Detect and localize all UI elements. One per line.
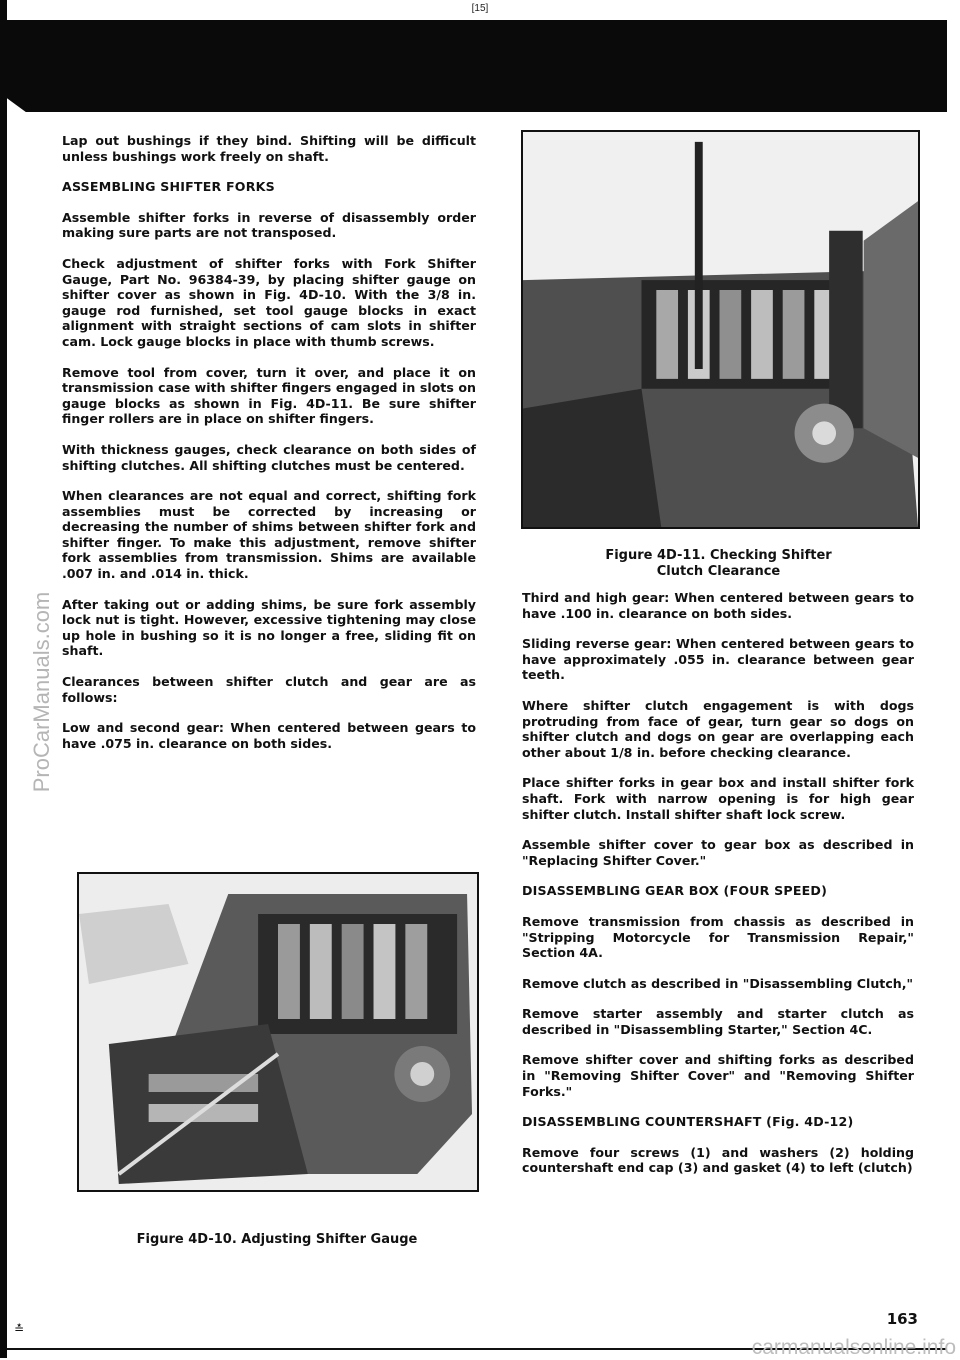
paragraph: Clearances between shifter clutch and gear are as follows: — [62, 674, 476, 705]
section-heading: DISASSEMBLING GEAR BOX (FOUR SPEED) — [522, 883, 828, 899]
caption-line: Clutch Clearance — [656, 564, 781, 579]
paragraph: Where shifter clutch engagement is with dogs protruding from face of gear, turn gear so dogs on shifter clutch and dogs on gear are overlapping each other about 1/8 in. before checking clearance. — [522, 697, 914, 760]
page-reference: [15] — [471, 3, 489, 14]
paragraph: Assemble shifter cover to gear box as described in "Replacing Shifter Cover." — [522, 837, 914, 868]
paragraph: With thickness gauges, check clearance on both sides of shifting clutches. All shifting clutches must be centered. — [62, 441, 476, 473]
paragraph: Sliding reverse gear: When centered between gears to have approximately .055 in. clearance between gear teeth. — [522, 636, 914, 683]
figure-4d-10-photo — [77, 872, 479, 1192]
paragraph: After taking out or adding shims, be sure fork assembly lock nut is tight. However, excessive tightening may close up hole in bushing so it is no longer a free, sliding fit on shaft. — [62, 596, 476, 659]
paragraph: Remove transmission from chassis as described in "Stripping Motorcycle for Transmission Repair," Section 4A. — [522, 913, 914, 961]
header-banner — [7, 20, 947, 112]
figure-4d-11-photo — [521, 130, 920, 529]
page-number: 163 — [886, 1310, 918, 1328]
scan-mark: ≛ — [14, 1322, 25, 1336]
paragraph: Place shifter forks in gear box and install shifter fork shaft. Fork with narrow opening is for high gear shifter clutch. Install shifter shaft lock screw. — [522, 775, 914, 822]
paragraph: Remove starter assembly and starter clutch as described in "Disassembling Starter," Section 4C. — [522, 1006, 914, 1037]
section-heading: DISASSEMBLING COUNTERSHAFT (Fig. 4D-12) — [522, 1114, 854, 1130]
paragraph: Lap out bushings if they bind. Shifting will be difficult unless bushings work freely on shaft. — [62, 133, 476, 164]
paragraph: Remove tool from cover, turn it over, and place it on transmission case with shifter fingers engaged in slots on gauge blocks as shown in Fig. 4D-11. Be sure shifter finger rollers are in place on shifter fingers. — [62, 364, 476, 427]
figure-4d-11-caption — [521, 548, 916, 580]
paragraph: Check adjustment of shifter forks with Fork Shifter Gauge, Part No. 96384-39, by placing shifter gauge on shifter cover as shown in Fig. 4D-10. With the 3/8 in. gauge rod furnished, set tool gauge blocks in exact alignment with straight sections of cam slots in shifter cam. Lock gauge blocks in place with thumb screws. — [62, 255, 476, 349]
site-watermark: carmanualsonline.info — [751, 1336, 956, 1359]
left-text-column — [62, 133, 476, 766]
paragraph: Assemble shifter forks in reverse of disassembly order making sure parts are not transposed. — [62, 209, 476, 241]
side-watermark-text: ProCarManuals.com — [29, 591, 54, 793]
side-watermark — [22, 562, 62, 822]
transmission-gauge-illustration — [79, 874, 477, 1190]
figure-4d-10-caption: Figure 4D-10. Adjusting Shifter Gauge — [136, 1232, 418, 1247]
transmission-clearance-illustration — [523, 132, 918, 527]
paragraph: Remove clutch as described in "Disassembling Clutch," — [522, 975, 914, 991]
paragraph: Remove shifter cover and shifting forks as described in "Removing Shifter Cover" and "Removing Shifter Forks." — [522, 1052, 914, 1099]
left-edge-bar — [0, 0, 7, 1358]
section-heading: ASSEMBLING SHIFTER FORKS — [62, 179, 275, 195]
caption-line: Figure 4D-11. Checking Shifter — [605, 548, 832, 563]
paragraph: Third and high gear: When centered between gears to have .100 in. clearance on both sides. — [522, 590, 914, 621]
paragraph: Remove four screws (1) and washers (2) holding countershaft end cap (3) and gasket (4) to left (clutch) — [522, 1144, 914, 1176]
paragraph: Low and second gear: When centered between gears to have .075 in. clearance on both sides. — [62, 720, 476, 751]
paragraph: When clearances are not equal and correct, shifting fork assemblies must be corrected by increasing or decreasing the number of shims between shifter fork and shifter finger. To make this adjustment, remove shifter fork assemblies from transmission. Shims are available .007 in. and .014 in. thick. — [62, 488, 476, 582]
right-text-column — [522, 590, 914, 1191]
